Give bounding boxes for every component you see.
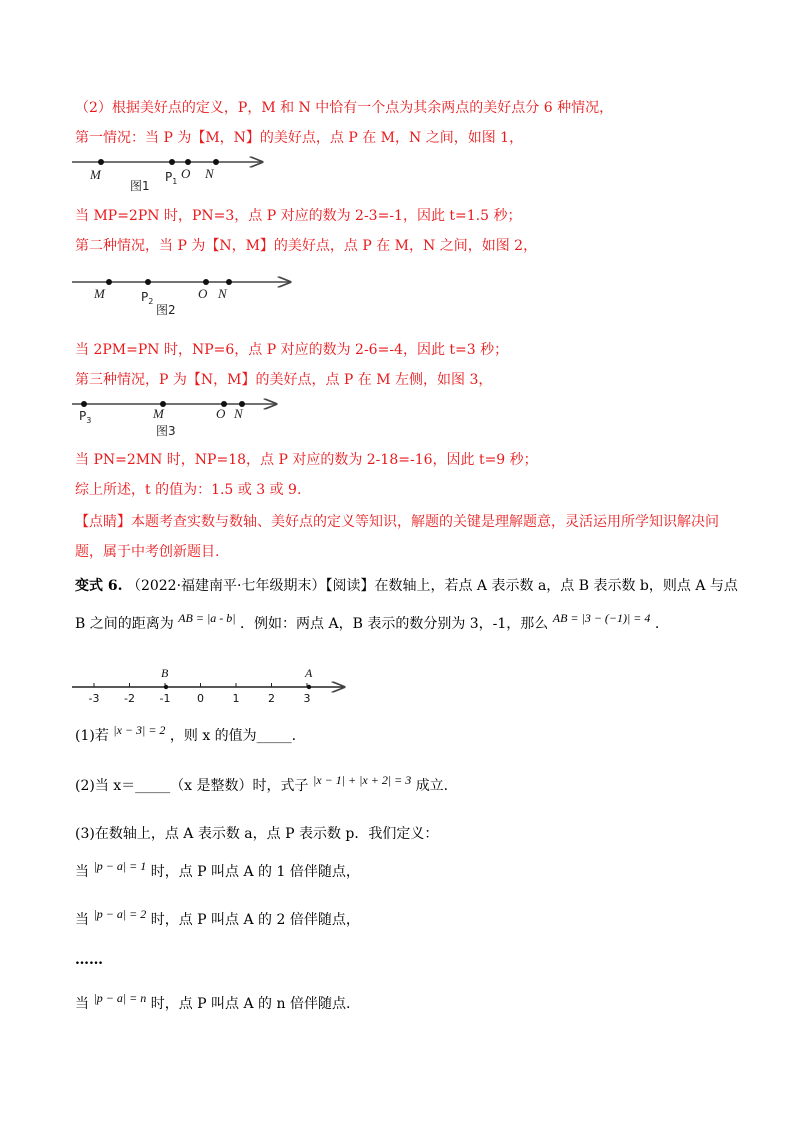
- definition-2: [75, 907, 360, 930]
- fig3-label-o: O: [216, 406, 226, 421]
- q2-formula: |x − 1| + |x + 2| = 3: [312, 773, 412, 787]
- fig1-label-p1: $P_1$: [165, 170, 178, 186]
- tick-label: -3: [88, 692, 100, 705]
- d1-formula: |p − a| = 1: [93, 859, 147, 873]
- solution-line-1: （2）根据美好点的定义，P，M 和 N 中恰有一个点为其余两点的美好点分 6 种情况，: [75, 100, 614, 116]
- point-a-label: A: [305, 666, 313, 680]
- variant-source: （2022·福建南平·七年级期末）【阅读】在数轴上，若点 A 表示数 a，点 B 表示数 b，则点 A 与点: [126, 578, 738, 594]
- fig1-label-n: N: [205, 166, 214, 181]
- d2-formula: |p − a| = 2: [93, 907, 147, 921]
- figure-2: [72, 279, 290, 317]
- fig3-caption: 图3: [156, 424, 176, 438]
- solution-line-6: 第三种情况，P 为【N，M】的美好点，点 P 在 M 左侧，如图 3，: [75, 372, 493, 388]
- dn-text-b: 时，点 P 叫点 A 的 n 倍伴随点.: [150, 996, 351, 1012]
- tick-label: 2: [268, 692, 275, 705]
- fig3-label-n: N: [234, 406, 243, 421]
- q2-text-a: (2)当 x＝_____（x 是整数）时，式子: [75, 778, 309, 794]
- fig1-caption: 图1: [130, 179, 150, 193]
- variant-text-c: .: [654, 616, 660, 632]
- fig2-label-p2: $P_2$: [141, 290, 154, 306]
- q1-text-b: ，则 x 的值为_____.: [169, 728, 297, 744]
- formula-ab-example: AB = |3 − (−1)| = 4: [552, 611, 651, 625]
- fig3-label-m: M: [153, 406, 164, 421]
- number-line: [72, 666, 344, 705]
- solution-line-7: 当 PN=2MN 时，NP=18，点 P 对应的数为 2-18=-16，因此 t=9 秒；: [75, 452, 538, 468]
- note-line-2: 题，属于中考创新题目.: [75, 544, 220, 560]
- definition-n: [75, 991, 351, 1014]
- fig2-caption: 图2: [156, 303, 176, 317]
- tick-label: -1: [159, 692, 171, 705]
- point-b-label: B: [161, 666, 169, 680]
- variant-line-2: [75, 611, 660, 634]
- variant-heading: [75, 576, 738, 596]
- tick-label: 3: [303, 692, 311, 705]
- figure-3: [72, 401, 276, 438]
- variant-text-b: ．例如：两点 A，B 表示的数分别为 3，-1，那么: [240, 616, 549, 632]
- variant-text-a: B 之间的距离为: [75, 616, 174, 632]
- d1-text-b: 时，点 P 叫点 A 的 1 倍伴随点，: [150, 864, 360, 880]
- figure-1: [72, 159, 262, 193]
- fig2-label-m: M: [94, 286, 105, 301]
- tick-label: 0: [197, 692, 204, 705]
- note-line-1: 【点睛】本题考查实数与数轴、美好点的定义等知识，解题的关键是理解题意，灵活运用所学知识解决问: [75, 514, 719, 530]
- fig3-label-p3: $P_3$: [79, 409, 92, 425]
- question-3: (3)在数轴上，点 A 表示数 a，点 P 表示数 p．我们定义：: [75, 826, 439, 842]
- fig2-label-o: O: [198, 286, 208, 301]
- solution-line-2: 第一情况：当 P 为【M，N】的美好点，点 P 在 M，N 之间，如图 1，: [75, 130, 524, 146]
- solution-line-8: 综上所述，t 的值为：1.5 或 3 或 9.: [75, 482, 302, 498]
- question-2: [75, 773, 449, 796]
- solution-line-5: 当 2PM=PN 时，NP=6，点 P 对应的数为 2-6=-4，因此 t=3 秒；: [75, 342, 509, 358]
- dn-formula: |p − a| = n: [93, 991, 147, 1005]
- fig1-label-m: M: [90, 167, 101, 182]
- d2-text-b: 时，点 P 叫点 A 的 2 倍伴随点，: [150, 912, 360, 928]
- variant-title: 变式 6.: [75, 578, 123, 594]
- fig1-label-o: O: [181, 166, 191, 181]
- definition-1: [75, 859, 360, 882]
- ellipsis: ……: [75, 952, 103, 968]
- solution-line-3: 当 MP=2PN 时，PN=3，点 P 对应的数为 2-3=-1，因此 t=1.5 秒；: [75, 208, 522, 224]
- dn-text-a: 当: [75, 996, 89, 1012]
- q1-text-a: (1)若: [75, 728, 109, 744]
- tick-label: 1: [232, 692, 240, 705]
- d1-text-a: 当: [75, 864, 89, 880]
- tick-label: -2: [124, 692, 135, 705]
- solution-line-4: 第二种情况，当 P 为【N，M】的美好点，点 P 在 M，N 之间，如图 2，: [75, 238, 538, 254]
- d2-text-a: 当: [75, 912, 89, 928]
- q1-formula: |x − 3| = 2: [113, 723, 166, 737]
- q2-text-b: 成立.: [415, 778, 449, 794]
- formula-ab-def: AB = |a - b|: [178, 611, 236, 625]
- fig2-label-n: N: [218, 286, 227, 301]
- question-1: [75, 723, 297, 746]
